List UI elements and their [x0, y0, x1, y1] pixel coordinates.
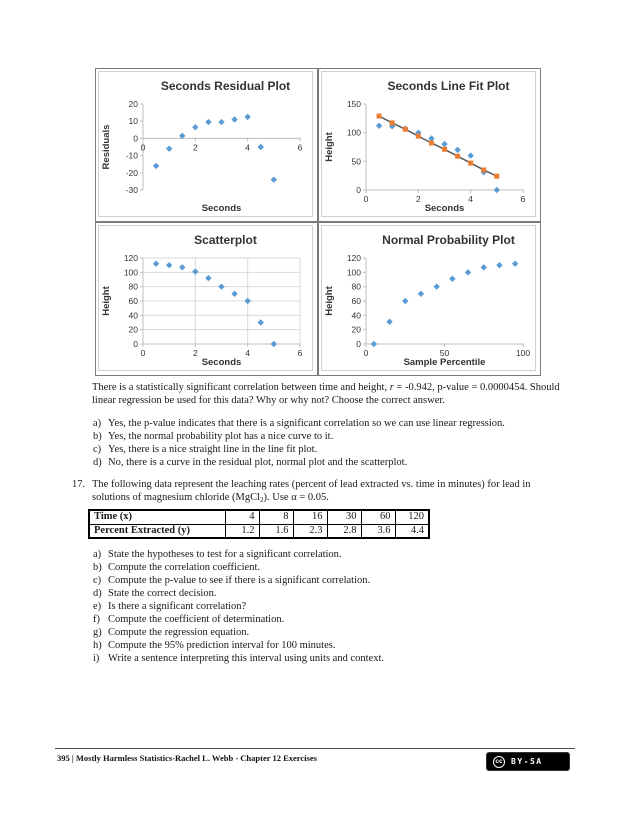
subpart-marker: a)	[93, 549, 102, 560]
svg-text:-20: -20	[125, 167, 138, 178]
q16-line1-pre: There is a statistically significant correlation between time and height,	[92, 382, 390, 393]
svg-text:Seconds Residual Plot: Seconds Residual Plot	[160, 79, 291, 93]
option-d	[93, 456, 578, 469]
option-marker: b)	[93, 431, 102, 442]
percent-value: 1.2	[225, 524, 259, 538]
svg-text:6: 6	[297, 348, 303, 358]
svg-text:0: 0	[140, 348, 146, 358]
svg-text:Sample Percentile: Sample Percentile	[403, 357, 486, 368]
svg-text:40: 40	[351, 310, 361, 321]
svg-text:6: 6	[297, 142, 303, 153]
time-value: 30	[327, 510, 361, 524]
svg-text:Height: Height	[324, 286, 335, 316]
charts-grid	[95, 68, 541, 376]
footer-divider	[55, 748, 575, 749]
option-marker: a)	[93, 418, 102, 429]
q17-line1: The following data represent the leaching rates (percent of lead extracted vs. time in minutes) for lead in	[92, 479, 531, 490]
exercise-content	[72, 381, 578, 665]
option-text: Yes, there is a nice straight line in the line fit plot.	[108, 444, 318, 455]
residual-plot-cell	[95, 68, 318, 222]
svg-text:0: 0	[356, 185, 361, 195]
option-a	[93, 417, 578, 430]
subpart-text: Is there a significant correlation?	[108, 601, 247, 612]
option-text: No, there is a curve in the residual plot, normal plot and the scatterplot.	[108, 457, 408, 468]
subpart-i	[93, 652, 578, 665]
subpart-marker: d)	[93, 588, 102, 599]
svg-text:0: 0	[140, 142, 146, 153]
subpart-marker: e)	[93, 601, 102, 612]
license-label: BY-SA	[511, 757, 543, 766]
svg-text:Height: Height	[324, 132, 335, 162]
scatterplot-cell	[95, 222, 318, 376]
chart-svg	[322, 226, 535, 370]
time-value: 4	[225, 510, 259, 524]
svg-text:100: 100	[346, 267, 361, 278]
svg-text:Seconds Line Fit Plot: Seconds Line Fit Plot	[387, 79, 510, 93]
subpart-c	[93, 574, 578, 587]
percent-value: 3.6	[361, 524, 395, 538]
svg-text:Seconds: Seconds	[424, 203, 465, 214]
svg-text:Scatterplot: Scatterplot	[194, 233, 257, 247]
q16-line1-post: = -0.942, p-value = 0.0000454. Should	[393, 382, 560, 393]
leaching-data-table	[88, 509, 430, 539]
chart-svg	[99, 72, 312, 216]
cc-by-sa-license-badge[interactable]	[486, 752, 570, 771]
svg-text:6: 6	[520, 194, 526, 204]
svg-text:150: 150	[346, 99, 361, 109]
subpart-e	[93, 600, 578, 613]
svg-text:20: 20	[128, 99, 138, 109]
normal-probability-plot-cell	[318, 222, 541, 376]
percent-value: 4.4	[395, 524, 429, 538]
subpart-marker: b)	[93, 562, 102, 573]
percent-value: 2.3	[293, 524, 327, 538]
subpart-text: Compute the p-value to see if there is a significant correlation.	[108, 575, 371, 586]
svg-text:Seconds: Seconds	[201, 357, 242, 368]
q16-line2: linear regression be used for this data? Why or why not? Choose the correct answer.	[92, 395, 445, 406]
svg-text:Height: Height	[101, 286, 112, 316]
svg-text:-30: -30	[125, 185, 138, 195]
subpart-text: Compute the regression equation.	[108, 627, 250, 638]
svg-text:80: 80	[128, 281, 138, 292]
subpart-marker: f)	[93, 614, 100, 625]
svg-text:0: 0	[356, 339, 361, 349]
line-fit-plot-cell	[318, 68, 541, 222]
q17-line2-post: ). Use α = 0.05.	[263, 492, 329, 503]
svg-text:4: 4	[245, 142, 251, 153]
svg-text:120: 120	[346, 253, 361, 263]
svg-text:20: 20	[128, 324, 138, 335]
normal-probability-plot-chart	[321, 225, 536, 371]
option-c	[93, 443, 578, 456]
subpart-text: State the correct decision.	[108, 588, 217, 599]
table-row-time	[89, 510, 429, 524]
svg-text:4: 4	[468, 194, 474, 204]
subpart-text: Write a sentence interpreting this interval using units and context.	[108, 653, 384, 664]
svg-text:120: 120	[123, 253, 138, 263]
table-row-percent	[89, 524, 429, 538]
time-value: 60	[361, 510, 395, 524]
svg-text:80: 80	[351, 281, 361, 292]
subpart-b	[93, 561, 578, 574]
svg-text:100: 100	[346, 127, 361, 138]
question-16-text	[92, 381, 579, 407]
question-17-subparts	[93, 548, 578, 665]
option-text: Yes, the normal probability plot has a nice curve to it.	[108, 431, 334, 442]
percent-value: 2.8	[327, 524, 361, 538]
svg-text:0: 0	[363, 194, 369, 204]
svg-text:50: 50	[351, 156, 361, 167]
svg-text:2: 2	[192, 348, 198, 358]
option-b	[93, 430, 578, 443]
svg-text:60: 60	[128, 296, 138, 306]
svg-text:40: 40	[128, 310, 138, 321]
subpart-marker: g)	[93, 627, 102, 638]
svg-text:100: 100	[515, 348, 531, 358]
subpart-d	[93, 587, 578, 600]
option-marker: c)	[93, 444, 102, 455]
svg-text:0: 0	[133, 339, 138, 349]
svg-text:2: 2	[415, 194, 421, 204]
chart-svg	[322, 72, 535, 216]
time-value: 8	[259, 510, 293, 524]
row-label-percent: Percent Extracted (y)	[89, 524, 225, 538]
svg-text:Normal Probability Plot: Normal Probability Plot	[382, 233, 515, 247]
question-16-options	[93, 417, 578, 469]
creative-commons-icon: cc	[493, 756, 505, 768]
question-17	[72, 478, 578, 539]
q17-line2-pre: solutions of magnesium chloride (MgCl	[92, 492, 260, 503]
option-marker: d)	[93, 457, 102, 468]
subpart-a	[93, 548, 578, 561]
subpart-g	[93, 626, 578, 639]
option-text: Yes, the p-value indicates that there is a significant correlation so we can use linear regression.	[108, 418, 505, 429]
svg-text:50: 50	[439, 348, 450, 358]
subpart-marker: c)	[93, 575, 102, 586]
subpart-f	[93, 613, 578, 626]
subpart-h	[93, 639, 578, 652]
svg-text:2: 2	[192, 142, 198, 153]
percent-value: 1.6	[259, 524, 293, 538]
svg-text:20: 20	[351, 324, 361, 335]
subpart-text: Compute the 95% prediction interval for 100 minutes.	[108, 640, 336, 651]
q16-r-symbol: r	[389, 382, 394, 393]
svg-text:Residuals: Residuals	[101, 124, 112, 170]
svg-text:4: 4	[245, 348, 251, 358]
footer-page-title: 395 | Mostly Harmless Statistics-Rachel L. Webb - Chapter 12 Exercises	[57, 753, 317, 763]
time-value: 16	[293, 510, 327, 524]
svg-text:0: 0	[133, 133, 138, 144]
svg-text:100: 100	[123, 267, 138, 278]
subpart-text: Compute the correlation coefficient.	[108, 562, 260, 573]
question-number: 17.	[72, 479, 86, 490]
chart-svg	[99, 226, 312, 370]
scatterplot-chart	[98, 225, 313, 371]
seconds-residual-plot-chart	[98, 71, 313, 217]
svg-text:-10: -10	[125, 150, 138, 161]
row-label-time: Time (x)	[89, 510, 225, 524]
seconds-line-fit-plot-chart	[321, 71, 536, 217]
question-17-body	[92, 478, 578, 539]
q17-subscript: 2	[260, 496, 264, 504]
subpart-text: Compute the coefficient of determination.	[108, 614, 285, 625]
subpart-text: State the hypotheses to test for a significant correlation.	[108, 549, 342, 560]
svg-text:Seconds: Seconds	[201, 203, 242, 214]
time-value: 120	[395, 510, 429, 524]
subpart-marker: h)	[93, 640, 102, 651]
svg-text:10: 10	[128, 116, 138, 127]
svg-text:0: 0	[363, 348, 369, 358]
subpart-marker: i)	[93, 653, 100, 664]
svg-text:60: 60	[351, 296, 361, 306]
